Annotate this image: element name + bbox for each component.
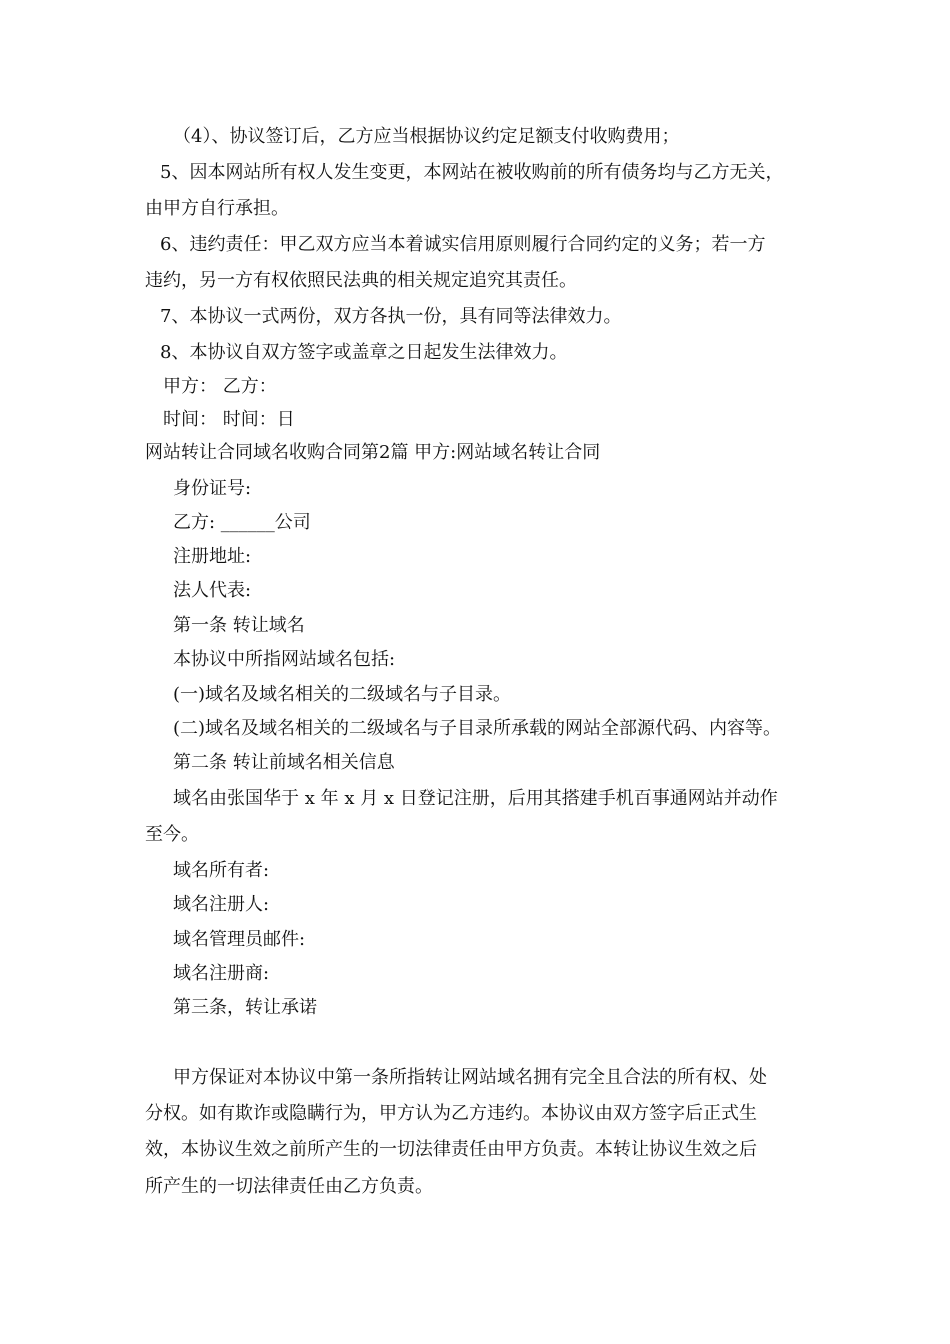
- text-line: 至今。: [145, 824, 199, 845]
- text-line: (一)域名及域名相关的二级域名与子目录。: [173, 684, 512, 705]
- text-line: 甲方： 乙方：: [163, 376, 277, 397]
- text-line: 7、本协议一式两份，双方各执一份，具有同等法律效力。: [160, 306, 622, 327]
- text-line: 域名注册商:: [173, 963, 270, 984]
- text-line: （4）、协议签订后，乙方应当根据协议约定足额支付收购费用；: [173, 126, 680, 147]
- text-line: 法人代表:: [173, 580, 252, 601]
- text-line: 8、本协议自双方签字或盖章之日起发生法律效力。: [160, 342, 568, 363]
- text-line: 域名管理员邮件:: [173, 929, 306, 950]
- text-line: 第三条，转让承诺: [173, 997, 317, 1018]
- text-line: 分权。如有欺诈或隐瞒行为，甲方认为乙方违约。本协议由双方签字后正式生: [145, 1103, 757, 1124]
- text-line: 效，本协议生效之前所产生的一切法律责任由甲方负责。本转让协议生效之后: [145, 1139, 757, 1160]
- text-line: 6、违约责任：甲乙双方应当本着诚实信用原则履行合同约定的义务；若一方: [160, 234, 766, 255]
- text-line: 所产生的一切法律责任由乙方负责。: [145, 1176, 433, 1197]
- text-line: 第一条 转让域名: [173, 615, 305, 636]
- text-line: 域名由张国华于 x 年 x 月 x 日登记注册，后用其搭建手机百事通网站并动作: [173, 788, 778, 809]
- text-line: 由甲方自行承担。: [145, 198, 289, 219]
- text-line: 本协议中所指网站域名包括:: [173, 649, 396, 670]
- text-line: 身份证号:: [173, 478, 252, 499]
- text-line: (二)域名及域名相关的二级域名与子目录所承载的网站全部源代码、内容等。: [173, 718, 782, 739]
- text-line: 甲方保证对本协议中第一条所指转让网站域名拥有完全且合法的所有权、处: [173, 1067, 767, 1088]
- text-line: 域名注册人:: [173, 894, 270, 915]
- text-line: 违约，另一方有权依照民法典的相关规定追究其责任。: [145, 270, 577, 291]
- text-line: 第二条 转让前域名相关信息: [173, 752, 395, 773]
- section-heading: 网站转让合同域名收购合同第2篇 甲方:网站域名转让合同: [145, 442, 601, 463]
- text-line: 时间： 时间：日: [163, 409, 295, 430]
- text-line: 5、因本网站所有权人发生变更，本网站在被收购前的所有债务均与乙方无关，: [160, 162, 784, 183]
- text-line: 注册地址:: [173, 546, 252, 567]
- text-line: 乙方: ______公司: [173, 512, 311, 533]
- text-line: 域名所有者:: [173, 860, 270, 881]
